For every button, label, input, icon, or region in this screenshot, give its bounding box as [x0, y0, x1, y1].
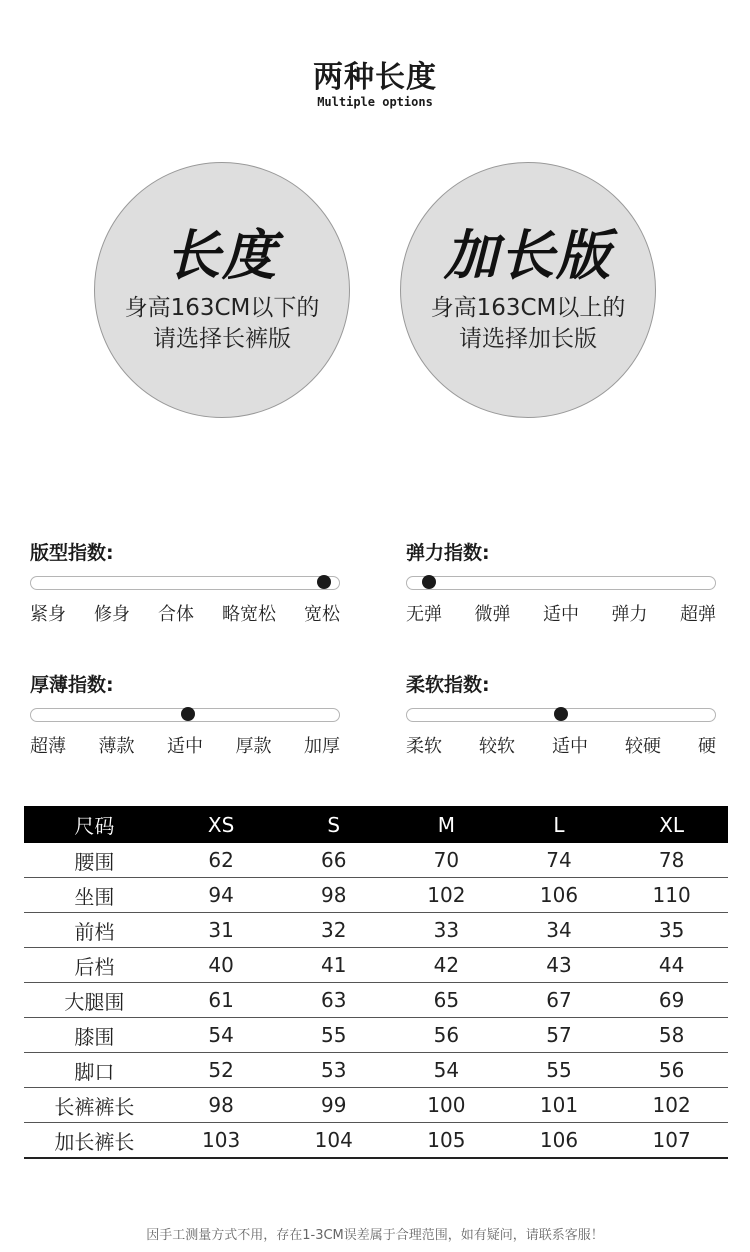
measurement-value-cell: 107 — [615, 1123, 728, 1159]
measurement-name-cell: 腰围 — [24, 843, 165, 878]
measurement-value-cell: 106 — [503, 878, 616, 913]
table-header-cell: XL — [615, 806, 728, 843]
table-header-cell: M — [390, 806, 503, 843]
length-option-desc-line: 请选择长裤版 — [153, 326, 291, 352]
measurement-note: 因手工测量方式不用，存在1-3CM误差属于合理范围，如有疑问，请联系客服！ — [146, 1228, 604, 1243]
index-option: 柔软 — [406, 736, 442, 757]
measurement-value-cell: 106 — [503, 1123, 616, 1159]
measurement-value-cell: 74 — [503, 843, 616, 878]
page-subtitle: Multiple options — [317, 95, 433, 109]
measurement-value-cell: 34 — [503, 913, 616, 948]
measurement-value-cell: 32 — [277, 913, 390, 948]
measurement-name-cell: 坐围 — [24, 878, 165, 913]
table-row — [24, 983, 728, 1018]
length-option-extended — [400, 162, 656, 418]
index-option: 超薄 — [30, 736, 66, 757]
measurement-value-cell: 100 — [390, 1088, 503, 1123]
index-label: 版型指数: — [30, 542, 114, 564]
index-option: 略宽松 — [222, 604, 276, 625]
index-option: 修身 — [94, 604, 130, 625]
index-option: 较硬 — [625, 736, 661, 757]
measurement-value-cell: 31 — [165, 913, 278, 948]
index-option: 薄款 — [98, 736, 135, 757]
table-header-row — [24, 806, 728, 843]
table-row — [24, 878, 728, 913]
index-track — [406, 708, 716, 722]
measurement-value-cell: 66 — [277, 843, 390, 878]
measurement-value-cell: 41 — [277, 948, 390, 983]
measurement-value-cell: 99 — [277, 1088, 390, 1123]
table-row — [24, 948, 728, 983]
index-option: 适中 — [543, 604, 579, 625]
measurement-value-cell: 102 — [615, 1088, 728, 1123]
softness-index — [406, 670, 716, 758]
table-header-cell: XS — [165, 806, 278, 843]
index-option: 较软 — [479, 736, 515, 757]
measurement-value-cell: 44 — [615, 948, 728, 983]
index-marker — [422, 575, 436, 589]
measurement-value-cell: 98 — [165, 1088, 278, 1123]
measurement-value-cell: 110 — [615, 878, 728, 913]
length-option-desc-line: 身高163CM以下的 — [124, 295, 320, 321]
measurement-value-cell: 98 — [277, 878, 390, 913]
measurement-value-cell: 63 — [277, 983, 390, 1018]
table-header-cell: S — [277, 806, 390, 843]
index-option: 加厚 — [304, 736, 340, 757]
index-option: 适中 — [167, 736, 203, 757]
measurement-name-cell: 脚口 — [24, 1053, 165, 1088]
measurement-name-cell: 膝围 — [24, 1018, 165, 1053]
measurement-value-cell: 94 — [165, 878, 278, 913]
measurement-value-cell: 65 — [390, 983, 503, 1018]
index-label: 弹力指数: — [406, 542, 490, 564]
measurement-value-cell: 101 — [503, 1088, 616, 1123]
measurement-value-cell: 54 — [390, 1053, 503, 1088]
measurement-value-cell: 104 — [277, 1123, 390, 1159]
measurement-value-cell: 55 — [503, 1053, 616, 1088]
index-option: 弹力 — [611, 604, 648, 625]
measurement-value-cell: 56 — [390, 1018, 503, 1053]
measurement-value-cell: 62 — [165, 843, 278, 878]
index-option: 超弹 — [680, 604, 716, 625]
measurement-value-cell: 61 — [165, 983, 278, 1018]
page-title: 两种长度 — [313, 60, 437, 95]
measurement-value-cell: 52 — [165, 1053, 278, 1088]
measurement-value-cell: 102 — [390, 878, 503, 913]
length-option-name: 加长版 — [444, 224, 612, 287]
measurement-value-cell: 78 — [615, 843, 728, 878]
table-row — [24, 1088, 728, 1123]
table-row — [24, 1018, 728, 1053]
index-option: 无弹 — [406, 604, 442, 625]
index-option: 宽松 — [304, 604, 340, 625]
elasticity-index — [406, 538, 716, 626]
index-marker — [181, 707, 195, 721]
measurement-value-cell: 70 — [390, 843, 503, 878]
measurement-value-cell: 103 — [165, 1123, 278, 1159]
measurement-value-cell: 56 — [615, 1053, 728, 1088]
index-track — [406, 576, 716, 590]
index-track — [30, 576, 340, 590]
measurement-value-cell: 57 — [503, 1018, 616, 1053]
index-option: 硬 — [698, 736, 716, 757]
measurement-name-cell: 后档 — [24, 948, 165, 983]
measurement-name-cell: 大腿围 — [24, 983, 165, 1018]
index-option: 厚款 — [235, 736, 272, 757]
length-option-regular — [94, 162, 350, 418]
index-track — [30, 708, 340, 722]
index-label: 厚薄指数: — [30, 674, 114, 696]
measurement-value-cell: 105 — [390, 1123, 503, 1159]
measurement-value-cell: 69 — [615, 983, 728, 1018]
length-option-name: 长度 — [166, 224, 278, 287]
measurement-name-cell: 前档 — [24, 913, 165, 948]
table-header-cell: 尺码 — [24, 806, 165, 843]
index-option: 适中 — [552, 736, 588, 757]
table-row — [24, 913, 728, 948]
length-option-desc — [95, 293, 349, 355]
index-option: 紧身 — [30, 604, 66, 625]
measurement-value-cell: 58 — [615, 1018, 728, 1053]
length-option-desc-line: 身高163CM以上的 — [430, 295, 626, 321]
length-option-desc-line: 请选择加长版 — [459, 326, 597, 352]
length-option-desc — [401, 293, 655, 355]
table-row — [24, 1123, 728, 1159]
index-option: 微弹 — [474, 604, 511, 625]
measurement-value-cell: 42 — [390, 948, 503, 983]
index-option: 合体 — [158, 604, 194, 625]
table-row — [24, 1053, 728, 1088]
table-row — [24, 843, 728, 878]
index-label: 柔软指数: — [406, 674, 490, 696]
index-marker — [554, 707, 568, 721]
measurement-name-cell: 长裤裤长 — [24, 1088, 165, 1123]
table-header-cell: L — [503, 806, 616, 843]
thickness-index — [30, 670, 340, 758]
index-marker — [317, 575, 331, 589]
measurement-value-cell: 67 — [503, 983, 616, 1018]
measurement-name-cell: 加长裤长 — [24, 1123, 165, 1159]
measurement-value-cell: 40 — [165, 948, 278, 983]
measurement-value-cell: 54 — [165, 1018, 278, 1053]
measurement-value-cell: 43 — [503, 948, 616, 983]
size-chart-table — [24, 806, 728, 1159]
measurement-value-cell: 53 — [277, 1053, 390, 1088]
fit-index — [30, 538, 340, 626]
measurement-value-cell: 33 — [390, 913, 503, 948]
measurement-value-cell: 35 — [615, 913, 728, 948]
measurement-value-cell: 55 — [277, 1018, 390, 1053]
